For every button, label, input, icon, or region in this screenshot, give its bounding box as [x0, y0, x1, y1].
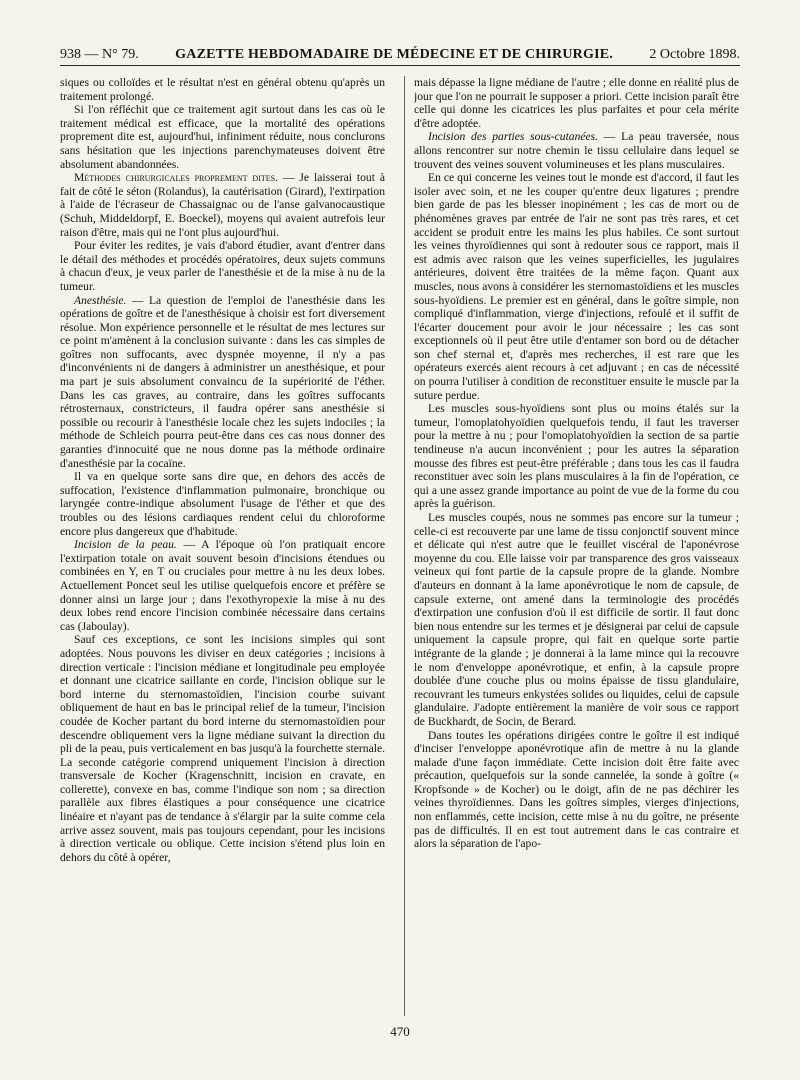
journal-title: GAZETTE HEBDOMADAIRE DE MÉDECINE ET DE CHIRURGIE. [175, 47, 613, 62]
paragraph-text: — Je laisserai tout à fait de côté le séton (Rolandus), la cautérisation (Girard), l'extirpation à l'aide de l'écraseur de Chassaignac ou de l'anse galvanocaustique (Schuh, Middeldorpf, E. Boeckel), moyens qui avaient autrefois leur raison d'être, mais qui ne l'ont plus aujourd'hui. [60, 171, 385, 239]
paragraph-text: — A l'époque où l'on pratiquait encore l'extirpation totale on avait souvent besoin d'incisions étendues ou combinées en Y, en T ou cruciales pour mettre à nu les deux lobes. Actuellement Poncet seul les utilise quelquefois encore et préfère se donner ainsi un large jour ; dans l'exothyropexie la mise à nu des deux lobes rend encore l'incision combinée nécessaire dans certains cas (Jaboulay). [60, 538, 385, 633]
paragraph-text: Les muscles sous-hyoïdiens sont plus ou moins étalés sur la tumeur, l'omoplatohyoïdien quelquefois tendu, il faut les traverser pour la mettre à nu ; pour l'omoplatohyoïdien la section de sa partie tendineuse n'a aucun inconvénient ; pour les autres la séparation mousse des fibres est peut-être préférable ; dans tous les cas il faudra reconstituer avec soin les plans musculaires à la fin de l'opération, ce qui a une assez grande importance au point de vue de la forme du cou après la guérison. [414, 402, 739, 511]
column-divider [404, 76, 405, 1016]
paragraph [414, 729, 739, 851]
paragraph [60, 633, 385, 864]
section-lead: Méthodes chirurgicales proprement dites. [74, 171, 278, 185]
running-header [60, 40, 740, 66]
paragraph-text: Sauf ces exceptions, ce sont les incisions simples qui sont adoptées. Nous pouvons les diviser en deux catégories ; incisions à direction verticale : l'incision médiane et longitudinale peu employée et donnant une cicatrice saillante en corde, l'incision oblique sur le bord interne du sternomastoïdien, l'incision courbe suivant obliquement de haut en bas le principal relief de la tumeur, l'incision coudée de Kocher partant du bord interne du sternomastoïdien pour descendre obliquement vers la ligne médiane suivant la direction du pli de la peau, puis verticalement en bas jusqu'à la fourchette sternale. La seconde catégorie comprend uniquement l'incision à direction transversale de Kocher (Kragenschnitt, incision en cravate, en collerette), convexe en bas, comme l'indique son nom ; sa direction parallèle aux fibres élastiques a pour conséquence une cicatrice linéaire et n'ayant pas de tendance à s'élargir par la suite comme cela arrive assez souvent, mais pas toujours cependant, pour les incisions à direction verticale ou oblique. Cette incision s'étend plus loin en dehors du côté à opérer, [60, 633, 385, 864]
left-column [60, 76, 385, 1016]
paragraph [60, 538, 385, 633]
folio-page-number: 470 [390, 1024, 410, 1039]
paragraph [414, 511, 739, 729]
paragraph-text: Les muscles coupés, nous ne sommes pas encore sur la tumeur ; celle-ci est recouverte par une lame de tissu conjonctif souvent mince et délicate qui n'est autre que le feuillet viscéral de l'aponévrose moyenne du cou. Elle laisse voir par transparence des gros vaisseaux veineux qui font partie de la capsule propre de la glande. Nombre d'auteurs en donnant à la lame aponévrotique le nom de capsule, de capsule externe, ont amené dans la terminologie des procédés d'extirpation une confusion d'où il est difficile de sortir. Il faut donc bien nous entendre sur les termes et je désignerai par celui de capsule uniquement la capsule propre, qui fait en quelque sorte partie intégrante de la glande ; je donnerai à la lame mince qui la recouvre le nom d'enveloppe aponévrotique, et enfin, à la capsule propre doublée d'une couche plus ou moins épaisse de tissu glandulaire, recouvrant les tumeurs enkystées solides ou liquides, celui de capsule glandulaire. J'adopte entièrement la manière de voir sous ce rapport de Buckhardt, de Socin, de Berard. [414, 511, 739, 728]
paragraph [60, 103, 385, 171]
section-lead: Incision des parties sous-cutanées. [428, 130, 599, 144]
section-lead: Anesthésie. [74, 293, 127, 307]
paragraph-text: Pour éviter les redites, je vais d'abord étudier, avant d'entrer dans le détail des méthodes et procédés opératoires, deux sujets communs à chacun d'eux, je veux parler de l'anesthésie et de la mise à nu de la tumeur. [60, 239, 385, 293]
paragraph [60, 76, 385, 103]
paragraph-text: En ce qui concerne les veines tout le monde est d'accord, il faut les isoler avec soin, et ne les couper qu'entre deux ligatures ; prendre bien garde de pas les blesser inopinément ; les cas de mort ou de phénomènes graves par entrée de l'air ne sont pas très rares, et cet accident se produit entre les mains les plus habiles. Ce sont surtout les veines thyroïdiennes qui sont à redouter sous ce rapport, mais il est admis avec raison que les veines superficielles, les jugulaires antérieures, doivent être traitées de la même façon. Quant aux muscles, nous avons à considérer les sternomastoïdiens et les muscles sous-hyoïdiens. Le premier est en général, dans le goître simple, non compliqué d'inflammation, vierge d'injections, refoulé et il suffit de l'écarter doucement pour avoir le jour nécessaire ; les cas sont exceptionnels où il peut être utile d'entamer son bord ou de détacher son chef sternal et, d'après mes recherches, il est rare que les opérateurs exercés aient recours à cet adjuvant ; en cas de nécessité on pourra l'utiliser à condition de reconstituer ensuite le muscle par la suture perdue. [414, 171, 739, 402]
issue-date: 2 Octobre 1898. [649, 47, 740, 62]
paragraph [414, 76, 739, 130]
paragraph-text: Dans toutes les opérations dirigées contre le goître il est indiqué d'inciser l'enveloppe aponévrotique afin de mettre à nu la glande malade d'une façon immédiate. Cette incision doit être faite avec précaution, quelquefois sur la sonde cannelée, la sonde à goître (« Kropfsonde » de Kocher) ou le doigt, afin de ne pas déchirer les veines thyroïdiennes. Dans les goîtres simples, vierges d'injections, non enflammés, cette incision, cette mise à nu du goître, ne présente pas de difficultés. Il en est tout autrement dans le cas contraire et alors la séparation de l'apo- [414, 728, 739, 851]
paragraph [414, 130, 739, 171]
paragraph [60, 294, 385, 471]
paragraph-text: mais dépasse la ligne médiane de l'autre ; elle donne en réalité plus de jour que l'on ne pourrait le supposer a priori. Cette incision paraît être celle qui donne les cicatrices les plus parfaites et pour cela mérite d'être adoptée. [414, 76, 739, 130]
paragraph [414, 171, 739, 402]
paragraph-text: Si l'on réfléchit que ce traitement agit surtout dans les cas où le traitement médical est efficace, que la mortalité des opérations proprement dite est, aujourd'hui, infiniment réduite, nous conclurons sans hésitation que les injections parenchymateuses doivent être absolument abandonnées. [60, 103, 385, 171]
paragraph-text: Il va en quelque sorte sans dire que, en dehors des accès de suffocation, l'existence d'inflammation pulmonaire, bronchique ou laryngée contre-indique absolument l'usage de l'éther et que des troubles ou des lésions cardiaques rendent celui du chloroforme encore plus dangereux que d'habitude. [60, 470, 385, 538]
paragraph-text: — La peau traversée, nous allons rencontrer sur notre chemin le tissu cellulaire dans lequel se trouvent des veines souvent volumineuses et les plans musculaires. [414, 130, 739, 171]
paragraph-text: — La question de l'emploi de l'anesthésie dans les opérations de goître et de l'anesthésique à choisir est fort diversement résolue. Mon expérience personnelle et le résultat de mes lectures sur ce point m'amènent à la conclusion suivante : dans les cas simples de goîtres non suffocants, avec dyspnée moyenne, il n'y a pas d'inconvénients ni de dangers à administrer un anesthésique, et pour ma part je suis absolument convaincu de la supériorité de l'éther. Dans les cas graves, au contraire, dans les goîtres suffocants rétrosternaux, constricteurs, il faudra opérer sans anesthésie si possible ou recourir à l'anesthésie locale chez les sujets indociles ; la méthode de Schleich pourra peut-être dans ces cas nous donner des garanties d'innocuité que ne nous donne pas la méthode ordinaire d'anesthésie par la cocaïne. [60, 293, 385, 470]
paragraph [60, 171, 385, 239]
section-lead: Incision de la peau. [74, 538, 177, 552]
paragraph [414, 402, 739, 511]
page-issue-number: 938 — N° 79. [60, 47, 139, 62]
paragraph [60, 470, 385, 538]
paragraph-text: siques ou colloïdes et le résultat n'est en général obtenu qu'après un traitement prolongé. [60, 76, 385, 103]
right-column [414, 76, 739, 1016]
paragraph [60, 239, 385, 293]
